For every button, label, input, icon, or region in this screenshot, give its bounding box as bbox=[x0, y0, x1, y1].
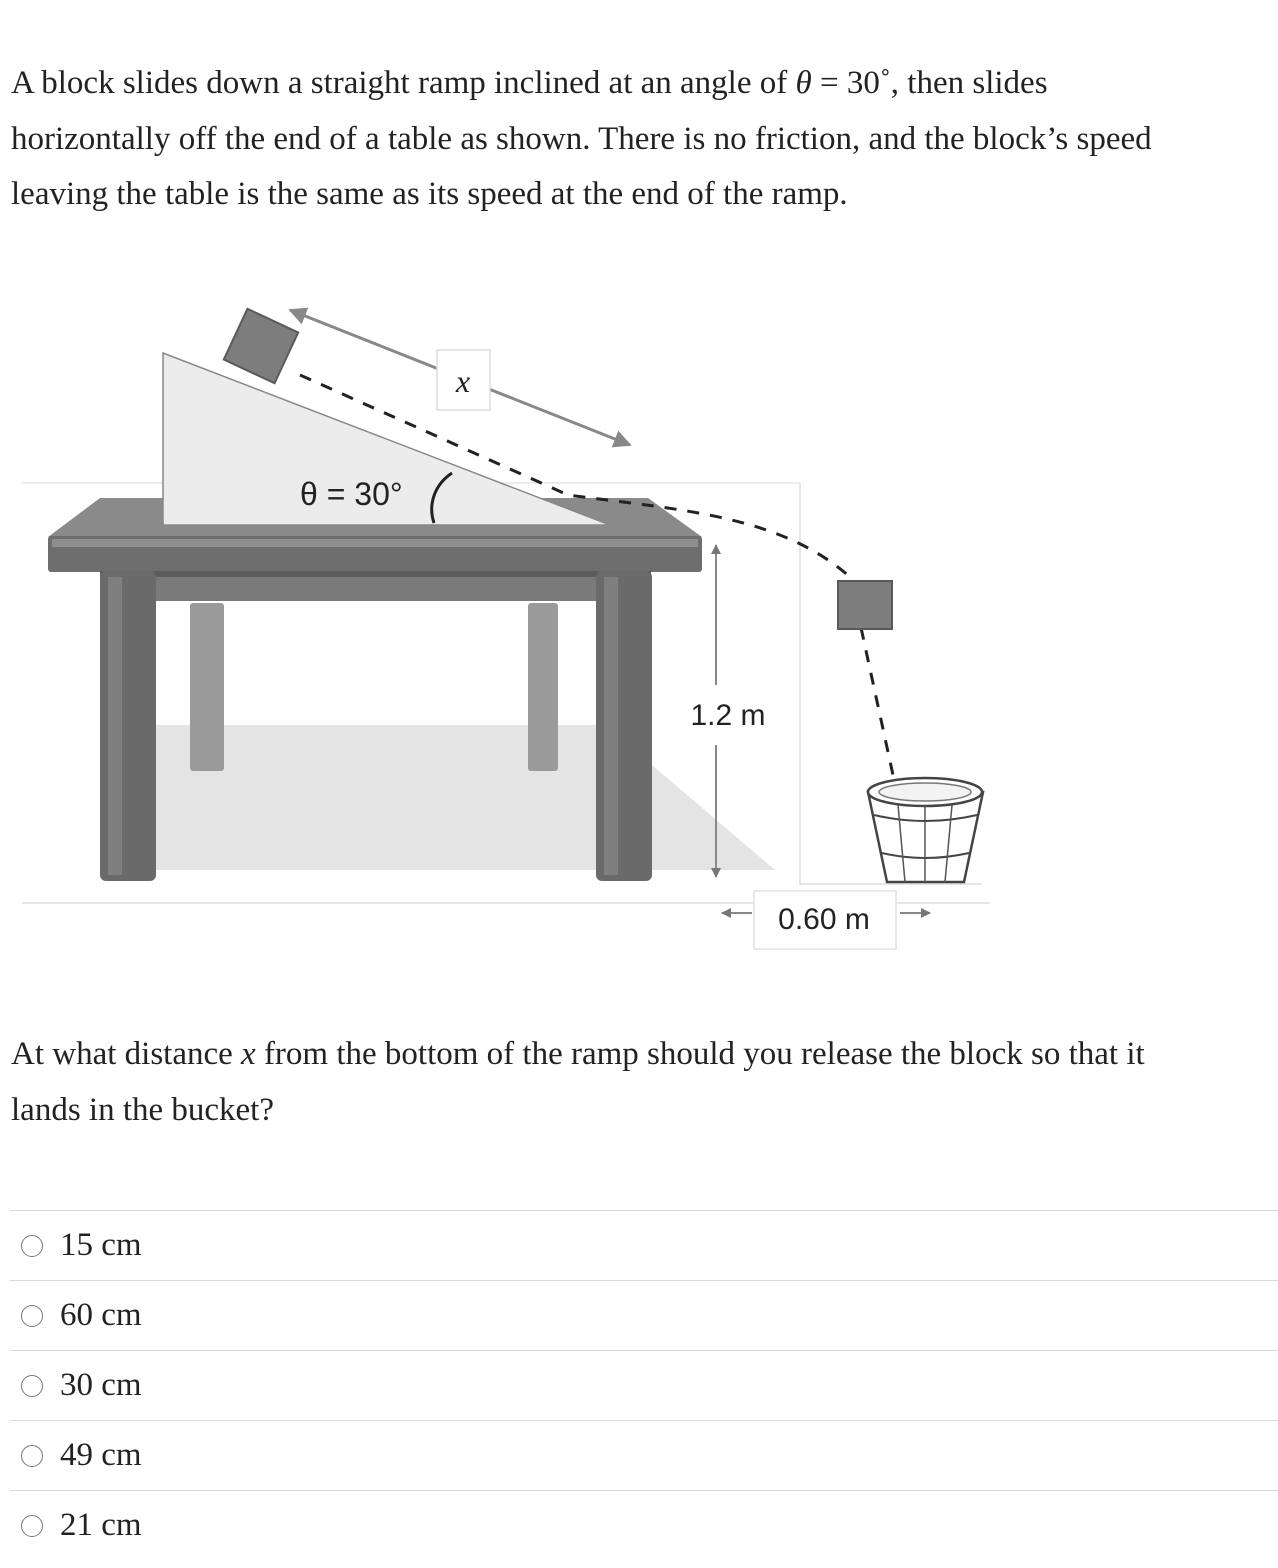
answer-choice[interactable] bbox=[10, 1350, 1278, 1420]
radio-button[interactable] bbox=[21, 1305, 43, 1327]
answer-choices bbox=[10, 1210, 1278, 1560]
falling-block bbox=[838, 581, 892, 629]
prompt-line-2: lands in the bucket? bbox=[11, 1092, 275, 1128]
answer-label: 30 cm bbox=[60, 1367, 142, 1403]
intro-line-2: horizontally off the end of a table as shown. There is no friction, and the block’s speed bbox=[11, 121, 1152, 157]
intro-line-1: A block slides down a straight ramp inclined at an angle of θ = 30˚, then slides bbox=[11, 65, 1048, 101]
radio-button[interactable] bbox=[21, 1515, 43, 1537]
distance-label: 0.60 m bbox=[778, 903, 870, 936]
answer-choice[interactable] bbox=[10, 1280, 1278, 1350]
intro-line-3: leaving the table is the same as its speed at the end of the ramp. bbox=[11, 176, 848, 212]
answer-choice[interactable] bbox=[10, 1490, 1278, 1560]
angle-label: θ = 30° bbox=[300, 476, 403, 512]
height-label: 1.2 m bbox=[690, 699, 766, 732]
block-on-ramp bbox=[224, 309, 298, 383]
physics-figure bbox=[0, 285, 1000, 965]
prompt-line-1: At what distance x from the bottom of the ramp should you release the block so that it bbox=[11, 1036, 1145, 1072]
answer-choice[interactable] bbox=[10, 1210, 1278, 1280]
answer-choice[interactable] bbox=[10, 1420, 1278, 1490]
radio-button[interactable] bbox=[21, 1375, 43, 1397]
radio-button[interactable] bbox=[21, 1445, 43, 1467]
answer-label: 60 cm bbox=[60, 1297, 142, 1333]
bucket bbox=[868, 778, 983, 883]
table-shadow bbox=[140, 725, 775, 870]
answer-label: 21 cm bbox=[60, 1507, 142, 1543]
ramp-distance-label: x bbox=[455, 363, 471, 399]
answer-label: 49 cm bbox=[60, 1437, 142, 1473]
radio-button[interactable] bbox=[21, 1235, 43, 1257]
answer-label: 15 cm bbox=[60, 1227, 142, 1263]
